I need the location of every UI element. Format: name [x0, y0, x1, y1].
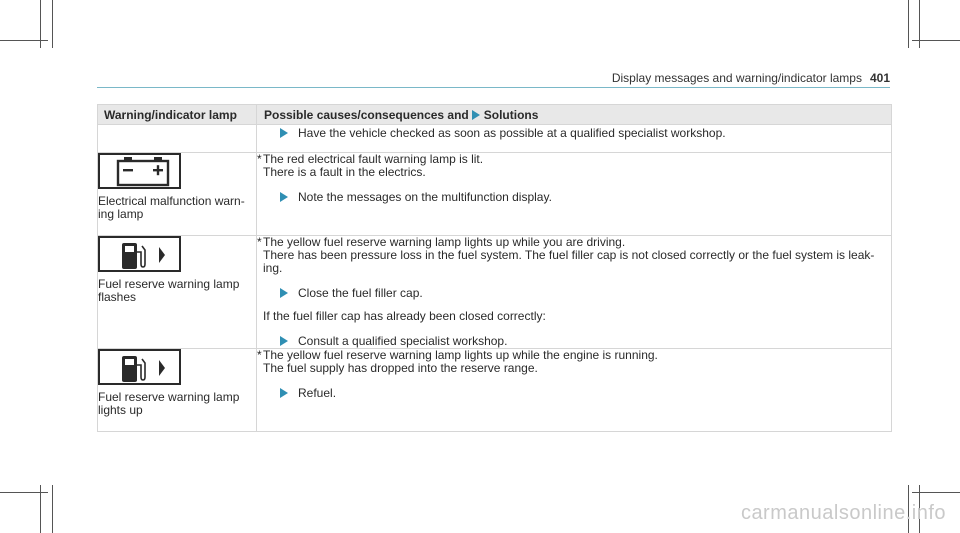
fuel-pump-icon [98, 236, 181, 272]
table-row [98, 236, 892, 349]
arrow-right-icon [472, 110, 480, 120]
page-header [612, 71, 890, 85]
crop-mark [912, 40, 960, 41]
arrow-right-icon [280, 288, 288, 298]
warning-lamp-table [97, 104, 892, 432]
cause-text: * The yellow fuel reserve warning lamp lights up while the engine is running. The fuel supply has dropped into the reserve range. [257, 348, 658, 375]
crop-mark [908, 0, 909, 48]
cause-text: * The red electrical fault warning lamp is lit. There is a fault in the electrics. [257, 152, 484, 179]
solution-step: Refuel. [257, 387, 891, 400]
lamp-label: Fuel reserve warning lamp lights up [98, 390, 240, 417]
arrow-right-icon [280, 336, 288, 346]
page-number: 401 [869, 71, 890, 85]
crop-mark [0, 40, 48, 41]
watermark: carmanualsonline.info [740, 502, 946, 524]
fuel-pump-icon [98, 349, 181, 385]
arrow-right-icon [280, 388, 288, 398]
arrow-right-icon [280, 192, 288, 202]
column-header-solutions: Possible causes/consequences and Solutions [257, 105, 892, 125]
header-rule [97, 87, 890, 88]
table-row [98, 125, 892, 153]
lamp-label: Electrical malfunction warn-ing lamp [98, 194, 245, 221]
solution-step: Consult a qualified specialist workshop. [257, 335, 891, 348]
condition-text: If the fuel filler cap has already been closed correctly: [263, 309, 546, 323]
battery-icon [98, 153, 181, 189]
crop-mark [52, 485, 53, 533]
cause-text: * The yellow fuel reserve warning lamp lights up while you are driving. There has been pressure loss in the fuel system. The fuel filler cap is not closed correctly or the fuel system is leak-ing. [257, 235, 875, 275]
lamp-label: Fuel reserve warning lamp flashes [98, 277, 240, 304]
solution-step: Have the vehicle checked as soon as possible at a qualified specialist workshop. [257, 127, 891, 140]
solution-step: Note the messages on the multifunction display. [257, 191, 891, 204]
table-header-row [98, 105, 892, 125]
arrow-right-icon [280, 128, 288, 138]
column-header-lamp: Warning/indicator lamp [98, 105, 257, 125]
solution-step: Close the fuel filler cap. [257, 287, 891, 300]
table-row [98, 349, 892, 432]
crop-mark [0, 492, 48, 493]
crop-mark [912, 492, 960, 493]
table-row [98, 153, 892, 236]
header-title: Display messages and warning/indicator lamps [611, 71, 862, 85]
crop-mark [52, 0, 53, 48]
